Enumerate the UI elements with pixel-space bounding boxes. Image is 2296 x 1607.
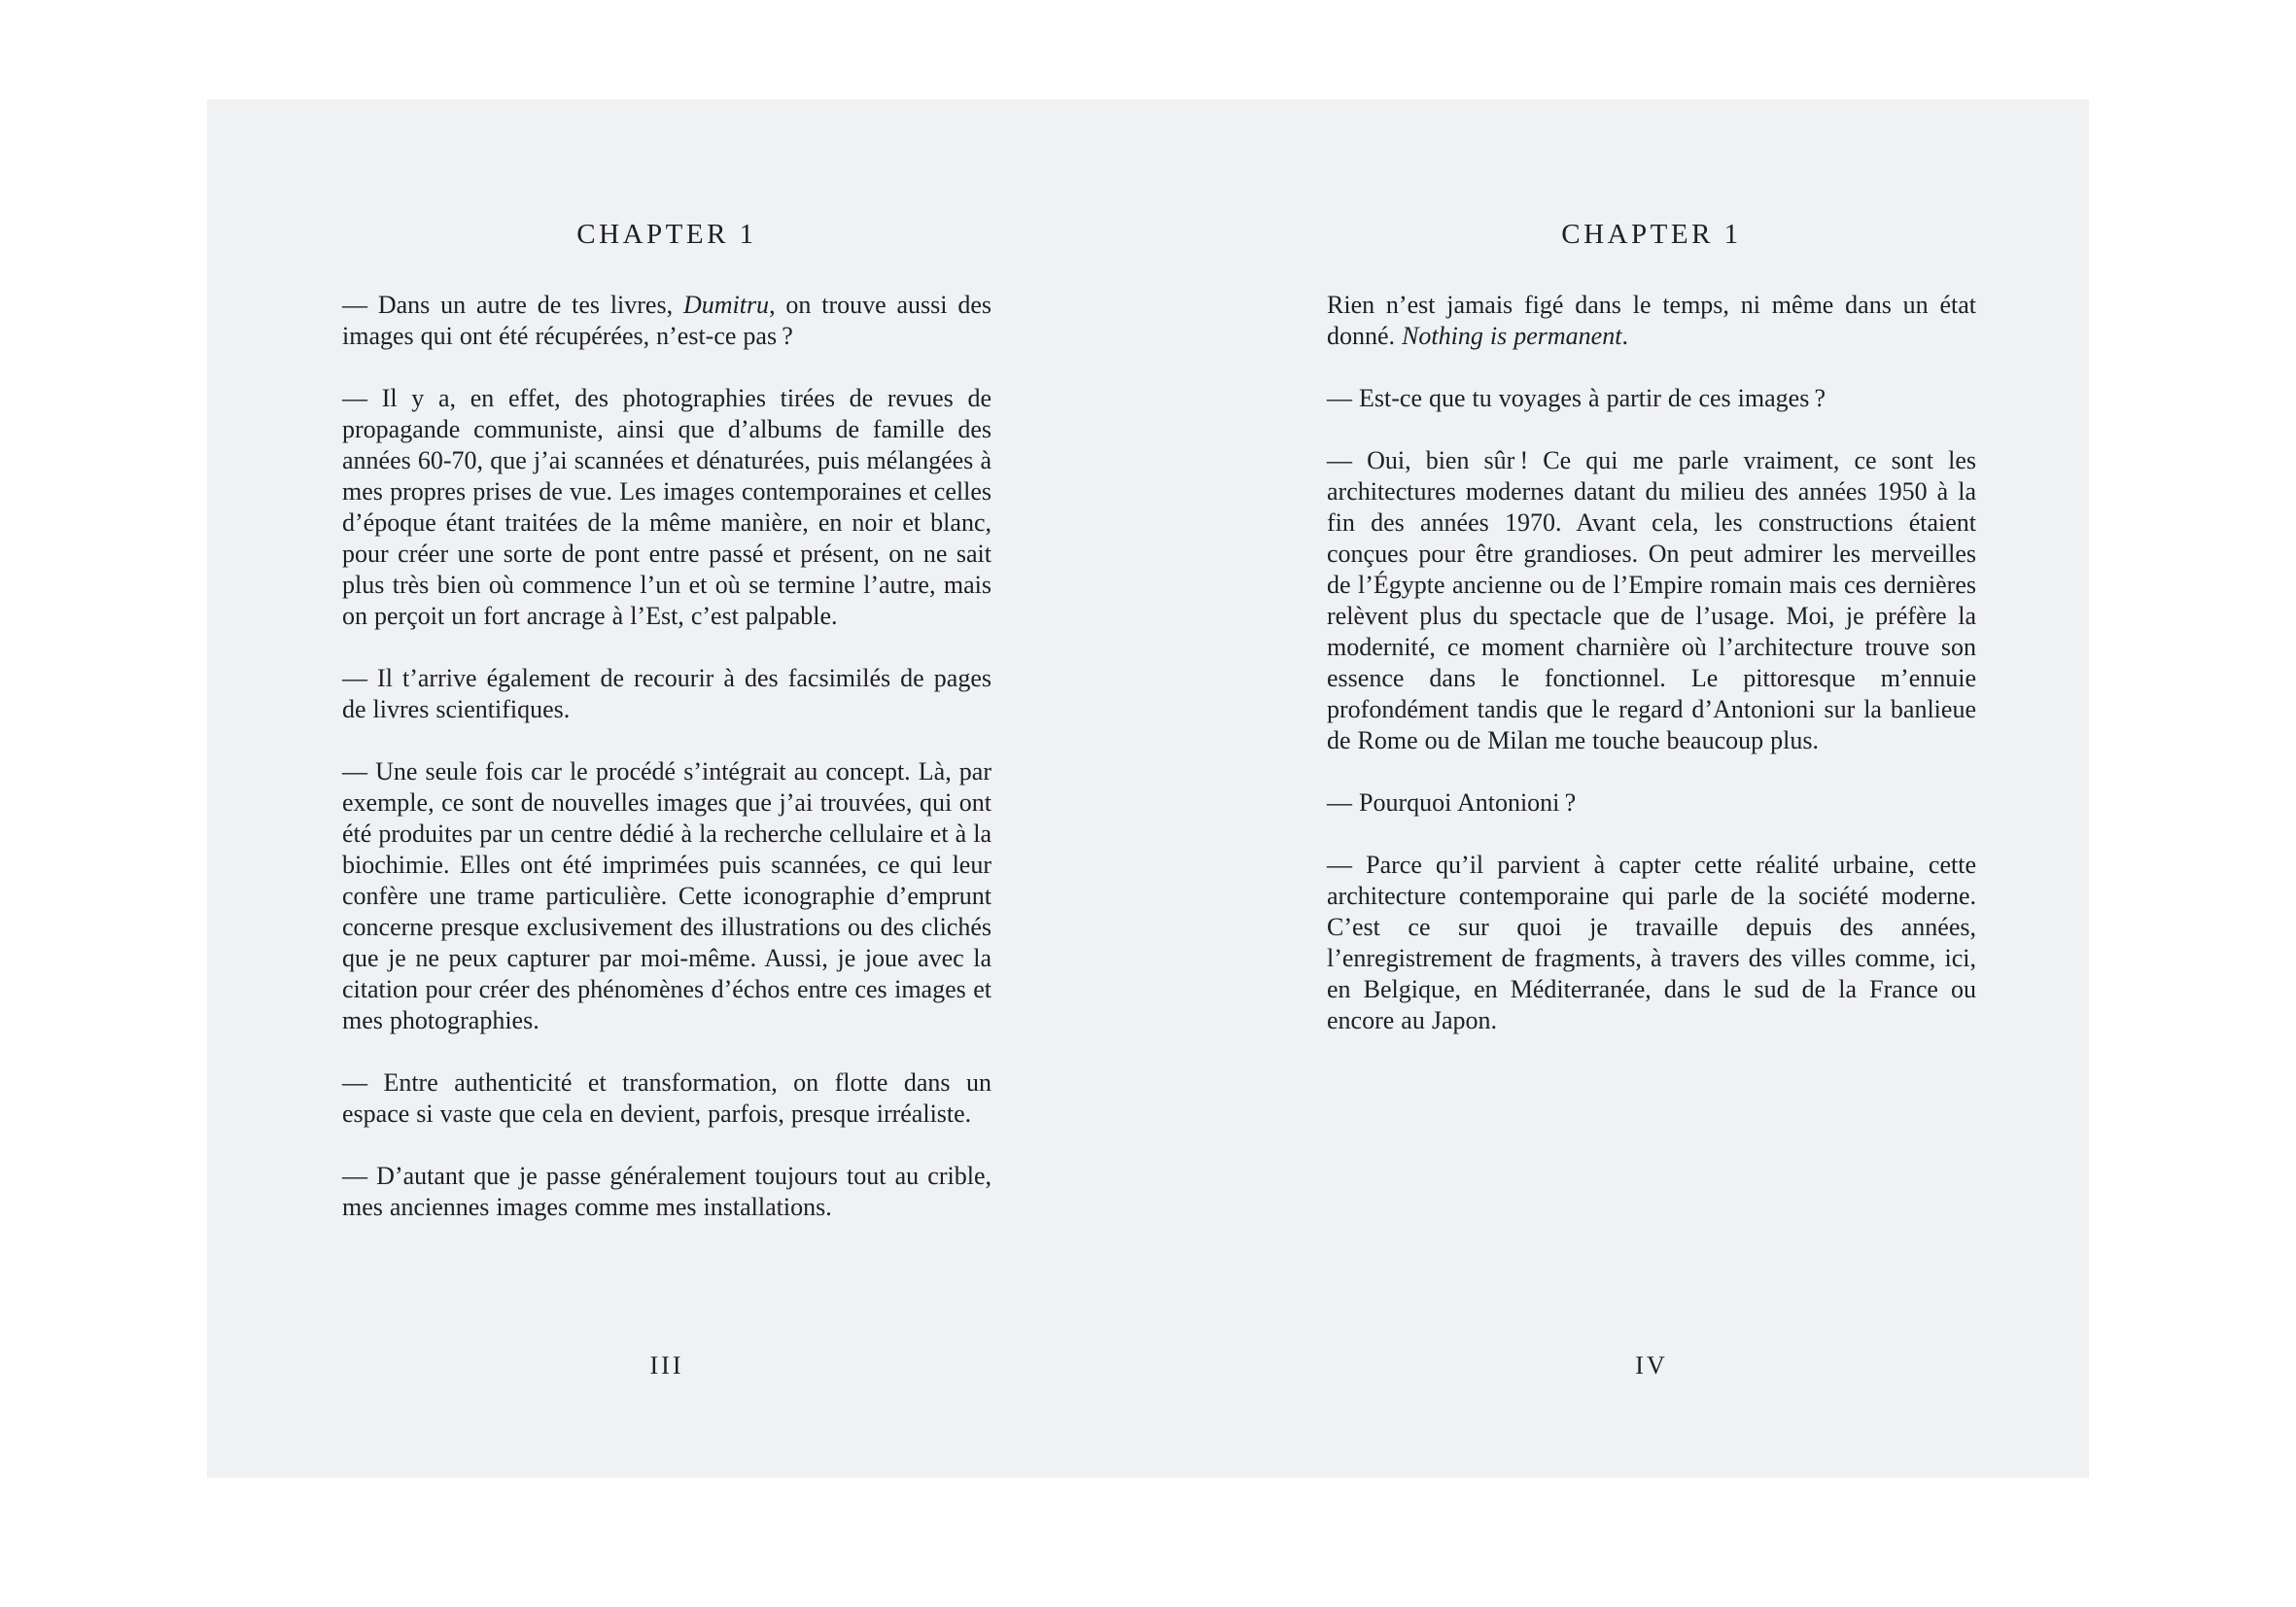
- page-right: [1148, 99, 2089, 1478]
- paragraph: — Il y a, en effet, des photographies tirées de revues de propagande communiste, ainsi que d’albums de famille des années 60-70, que j’ai scannées et dénaturées, puis mélangées à mes propres prises de vue. Les images contemporaines et celles d’époque étant traitées de la même manière, en noir et blanc, pour créer une sorte de pont entre passé et présent, on ne sait plus très bien où commence l’un et où se termine l’autre, mais on perçoit un fort ancrage à l’Est, c’est palpable.: [342, 384, 991, 630]
- paragraph: — Une seule fois car le procédé s’intégrait au concept. Là, par exemple, ce sont de nouvelles images que j’ai trouvées, qui ont été produites par un centre dédié à la recherche cellulaire et à la biochimie. Elles ont été imprimées puis scannées, ce qui leur confère une trame particulière. Cette iconographie d’emprunt concerne presque exclusivement des illustrations ou des clichés que je ne peux capturer par moi-même. Aussi, je joue avec la citation pour créer des phénomènes d’échos entre ces images et mes photographies.: [342, 757, 991, 1034]
- chapter-heading-right: CHAPTER 1: [1561, 219, 1742, 250]
- page-left: [207, 99, 1148, 1478]
- paragraph: — Est-ce que tu voyages à partir de ces images ?: [1327, 384, 1826, 412]
- paragraph: — Oui, bien sûr ! Ce qui me parle vraiment, ce sont les architectures modernes datant du milieu des années 1950 à la fin des années 1970. Avant cela, les constructions étaient conçues pour être grandioses. On peut admirer les merveilles de l’Égypte ancienne ou de l’Empire romain mais ces dernières relèvent plus du spectacle que de l’usage. Moi, je préfère la modernité, ce moment charnière où l’architecture trouve son essence dans le fonctionnel. Le pittoresque m’ennuie profondément tandis que le regard d’Antonioni sur la banlieue de Rome ou de Milan me touche beaucoup plus.: [1327, 446, 1976, 754]
- chapter-heading-left: CHAPTER 1: [576, 219, 757, 250]
- paragraph: Rien n’est jamais figé dans le temps, ni même dans un état donné. Nothing is permanent.: [1327, 291, 1976, 350]
- page-number-right: IV: [1635, 1351, 1668, 1380]
- page-left-column: [342, 219, 991, 1223]
- page-number-left: III: [649, 1351, 684, 1380]
- paragraph: — D’autant que je passe généralement toujours tout au crible, mes anciennes images comme mes installations.: [342, 1162, 991, 1221]
- book-spread: [207, 99, 2089, 1478]
- paragraph: — Pourquoi Antonioni ?: [1327, 788, 1577, 817]
- page-right-column: [1327, 219, 1976, 1036]
- page-left-body: [342, 290, 991, 1223]
- paragraph: — Dans un autre de tes livres, Dumitru, on trouve aussi des images qui ont été récupérées, n’est-ce pas ?: [342, 291, 991, 350]
- page-right-body: [1327, 290, 1976, 1036]
- paragraph: — Il t’arrive également de recourir à des facsimilés de pages de livres scientifiques.: [342, 664, 991, 723]
- paragraph: — Entre authenticité et transformation, on flotte dans un espace si vaste que cela en devient, parfois, presque irréaliste.: [342, 1068, 991, 1128]
- paragraph: — Parce qu’il parvient à capter cette réalité urbaine, cette architecture contemporaine qui parle de la société moderne. C’est ce sur quoi je travaille depuis des années, l’enregistrement de fragments, à travers des villes comme, ici, en Belgique, en Méditerranée, dans le sud de la France ou encore au Japon.: [1327, 851, 1976, 1034]
